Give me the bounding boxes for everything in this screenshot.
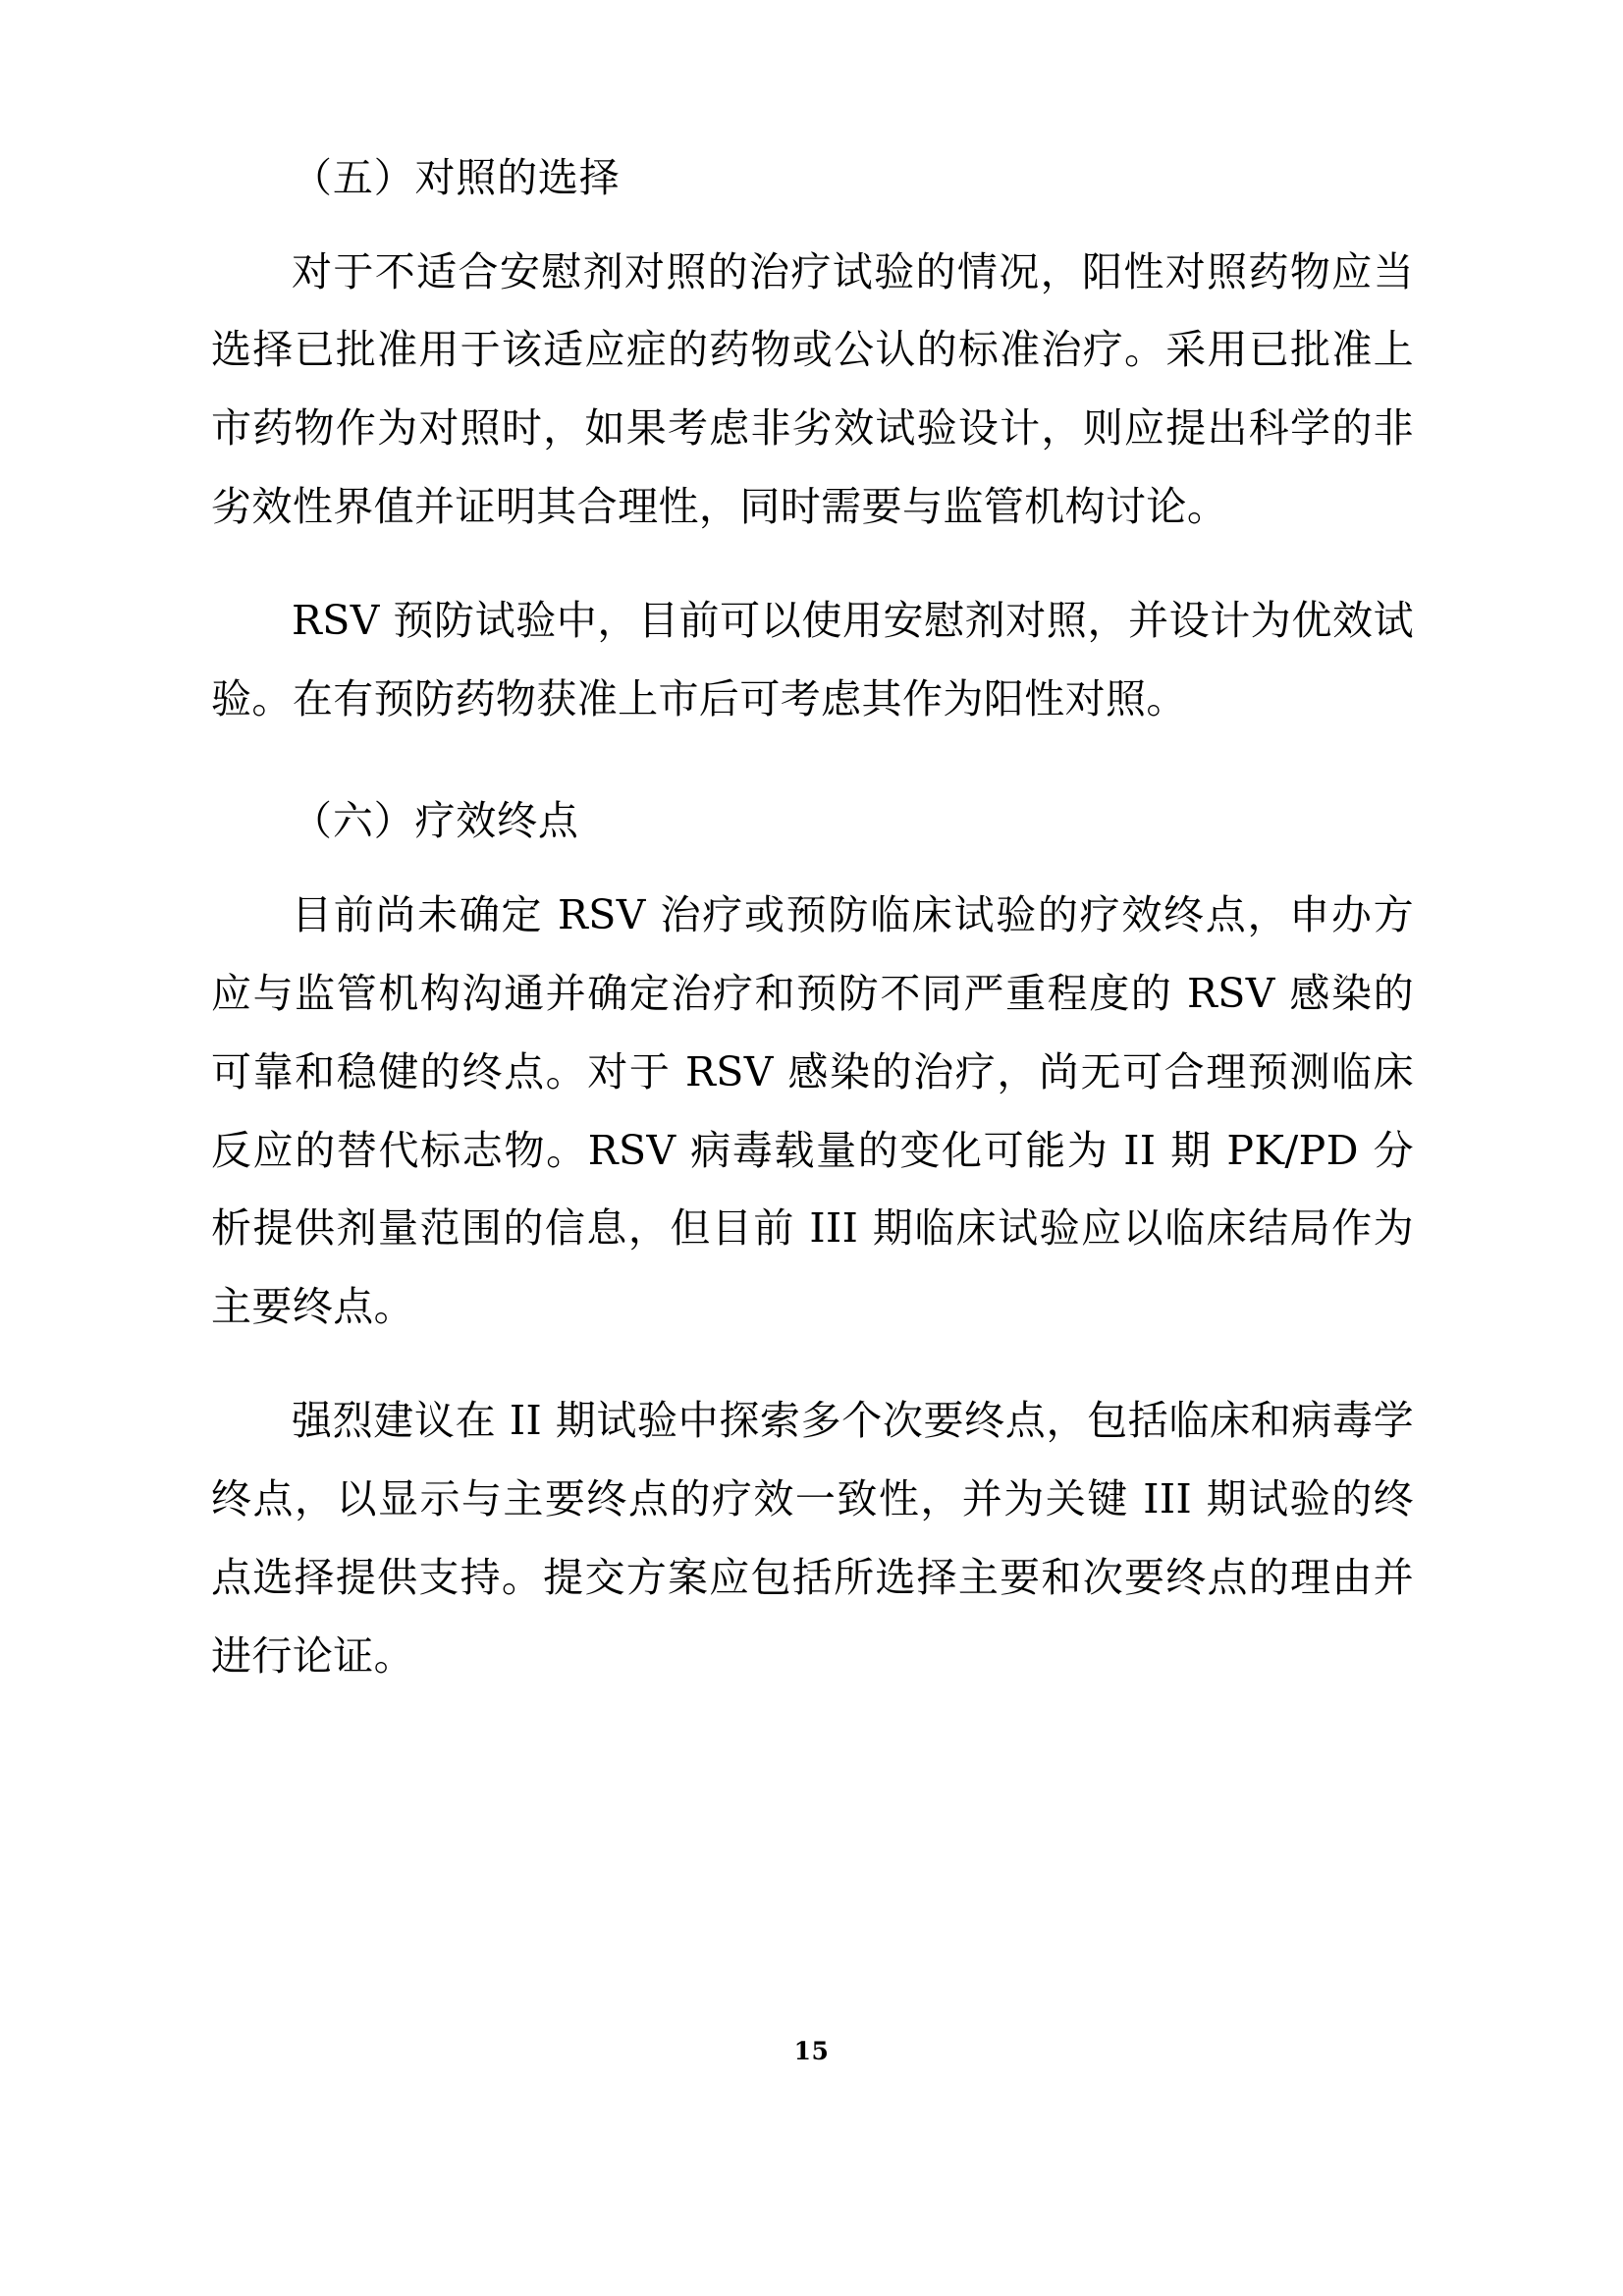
section-heading-five: （五）对照的选择 — [292, 154, 621, 201]
page-content — [211, 147, 1414, 1696]
section-spacer — [211, 761, 1414, 790]
section-heading-six: （六）疗效终点 — [292, 797, 579, 845]
paragraph-control-selection-1: 对于不适合安慰剂对照的治疗试验的情况，阳性对照药物应当选择已批准用于该适应症的药物或公认的标准治疗。采用已批准上市药物作为对照时，如果考虑非劣效试验设计，则应提出科学的非劣效性界值并证明其合理性，同时需要与监管机构讨论。 — [211, 247, 1414, 531]
paragraph-spacer-2 — [211, 1368, 1414, 1382]
page-number: 15 — [793, 2037, 830, 2065]
paragraph-efficacy-endpoint-2: 强烈建议在 II 期试验中探索多个次要终点，包括临床和病毒学终点，以显示与主要终点的疗效一致性，并为关键 III 期试验的终点选择提供支持。提交方案应包括所选择主要和次要终点的理由并进行论证。 — [211, 1397, 1414, 1681]
paragraph-spacer — [211, 568, 1414, 582]
paragraph-control-selection-2: RSV 预防试验中，目前可以使用安慰剂对照，并设计为优效试验。在有预防药物获准上市后可考虑其作为阳性对照。 — [211, 597, 1414, 723]
paragraph-efficacy-endpoint-1: 目前尚未确定 RSV 治疗或预防临床试验的疗效终点，申办方应与监管机构沟通并确定治疗和预防不同严重程度的 RSV 感染的可靠和稳健的终点。对于 RSV 感染的治疗，尚无可合理预测临床反应的替代标志物。RSV 病毒载量的变化可能为 II 期 PK/PD 分析提供剂量范围的信息，但目前 III 期临床试验应以临床结局作为主要终点。 — [211, 890, 1414, 1331]
